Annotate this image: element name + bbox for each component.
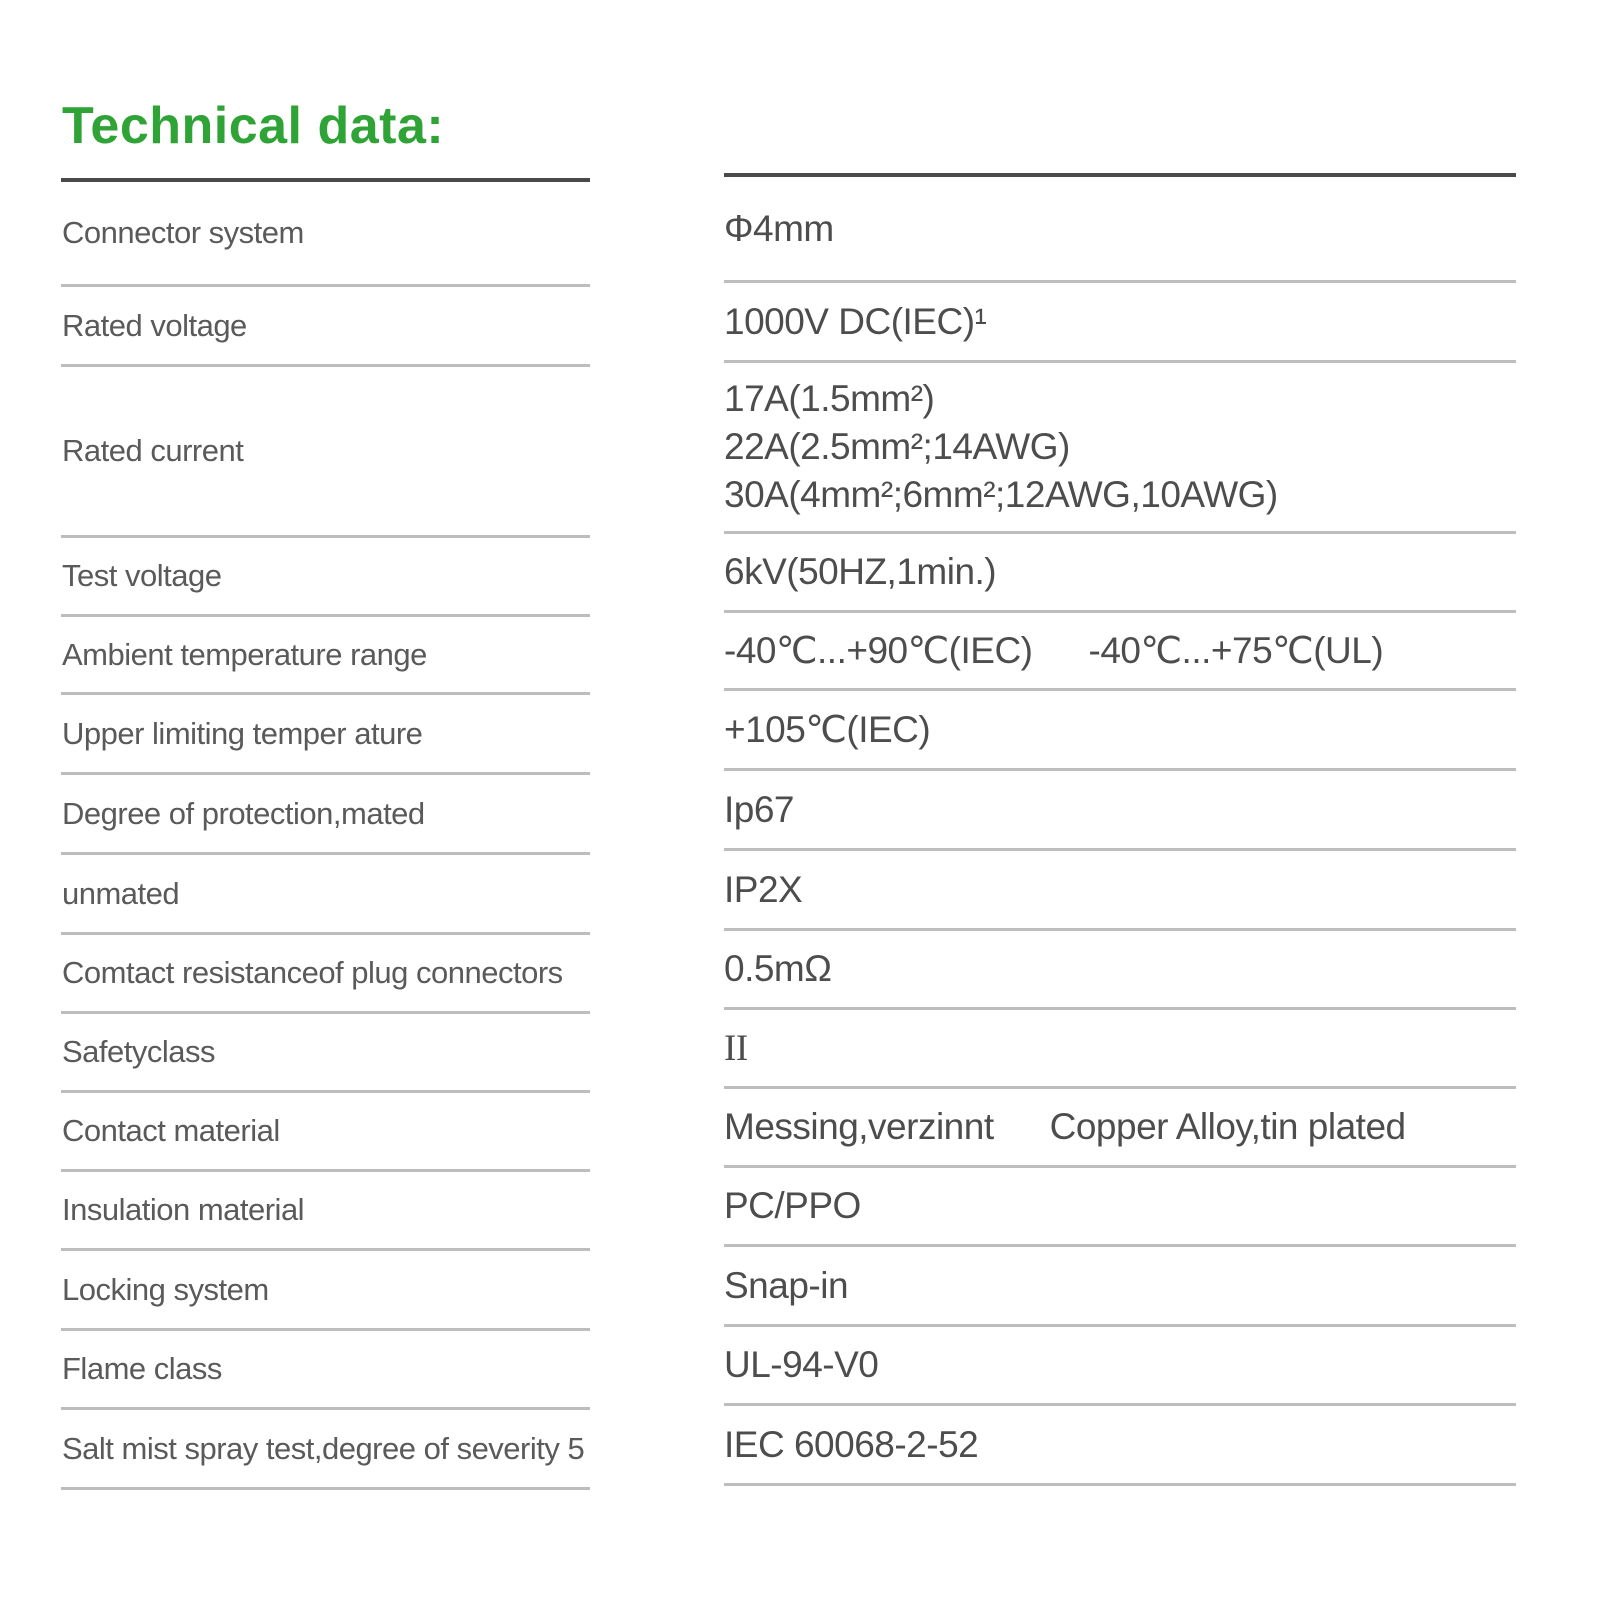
row-label-rated-voltage: Rated voltage [62,307,247,343]
ambient-temp-ul: -40℃...+75℃(UL) [1088,630,1384,671]
row-value-contact-material [724,1089,1524,1165]
row-divider [724,1483,1516,1486]
row-label-rated-current: Rated current [62,433,244,468]
row-label-flame-class: Flame class [62,1351,222,1386]
row-value-upper-limiting-temperature: +105℃(IEC) [724,709,931,750]
row-value-locking-system: Snap-in [724,1264,849,1306]
row-label-insulation-material: Insulation material [62,1192,305,1227]
rated-current-line: 22A(2.5mm²;14AWG) [724,426,1070,467]
row-value-connector-system: Φ4mm [724,208,834,249]
row-value-flame-class: UL-94-V0 [724,1344,879,1385]
row-value-salt-mist-spray-test: IEC 60068-2-52 [724,1423,979,1465]
row-divider [61,1487,590,1490]
contact-material-en: Copper Alloy,tin plated [1049,1106,1406,1147]
rated-current-line: 30A(4mm²;6mm²;12AWG,10AWG) [724,474,1278,515]
row-value-protection-mated: Ip67 [724,788,795,830]
row-label-locking-system: Locking system [62,1271,269,1307]
row-value-rated-voltage: 1000V DC(IEC)¹ [724,300,987,342]
row-value-ambient-temperature [724,613,1524,688]
row-value-test-voltage: 6kV(50HZ,1min.) [724,551,997,592]
page-title: Technical data: [62,97,445,155]
row-value-rated-current [724,363,1524,531]
row-label-ambient-temperature: Ambient temperature range [62,636,427,672]
row-label-protection-mated: Degree of protection,mated [62,795,425,831]
row-value-insulation-material: PC/PPO [724,1185,861,1226]
row-value-unmated: IP2X [724,868,803,910]
ambient-temp-iec: -40℃...+90℃(IEC) [724,630,1033,671]
row-label-contact-material: Contact material [62,1113,280,1148]
row-label-salt-mist-spray-test: Salt mist spray test,degree of severity 5 [62,1430,585,1466]
row-label-contact-resistance: Comtact resistanceof plug connectors [62,955,563,990]
contact-material-de: Messing,verzinnt [724,1106,994,1147]
rated-current-values [724,375,1278,519]
row-label-test-voltage: Test voltage [62,558,222,593]
row-label-unmated: unmated [62,875,180,911]
row-label-connector-system: Connector system [62,215,304,250]
row-label-upper-limiting-temperature: Upper limiting temper ature [62,715,423,751]
row-value-contact-resistance: 0.5mΩ [724,948,832,989]
row-label-safety-class: Safetyclass [62,1034,216,1069]
rated-current-line: 17A(1.5mm²) [724,378,935,419]
row-value-safety-class: II [724,1027,748,1069]
